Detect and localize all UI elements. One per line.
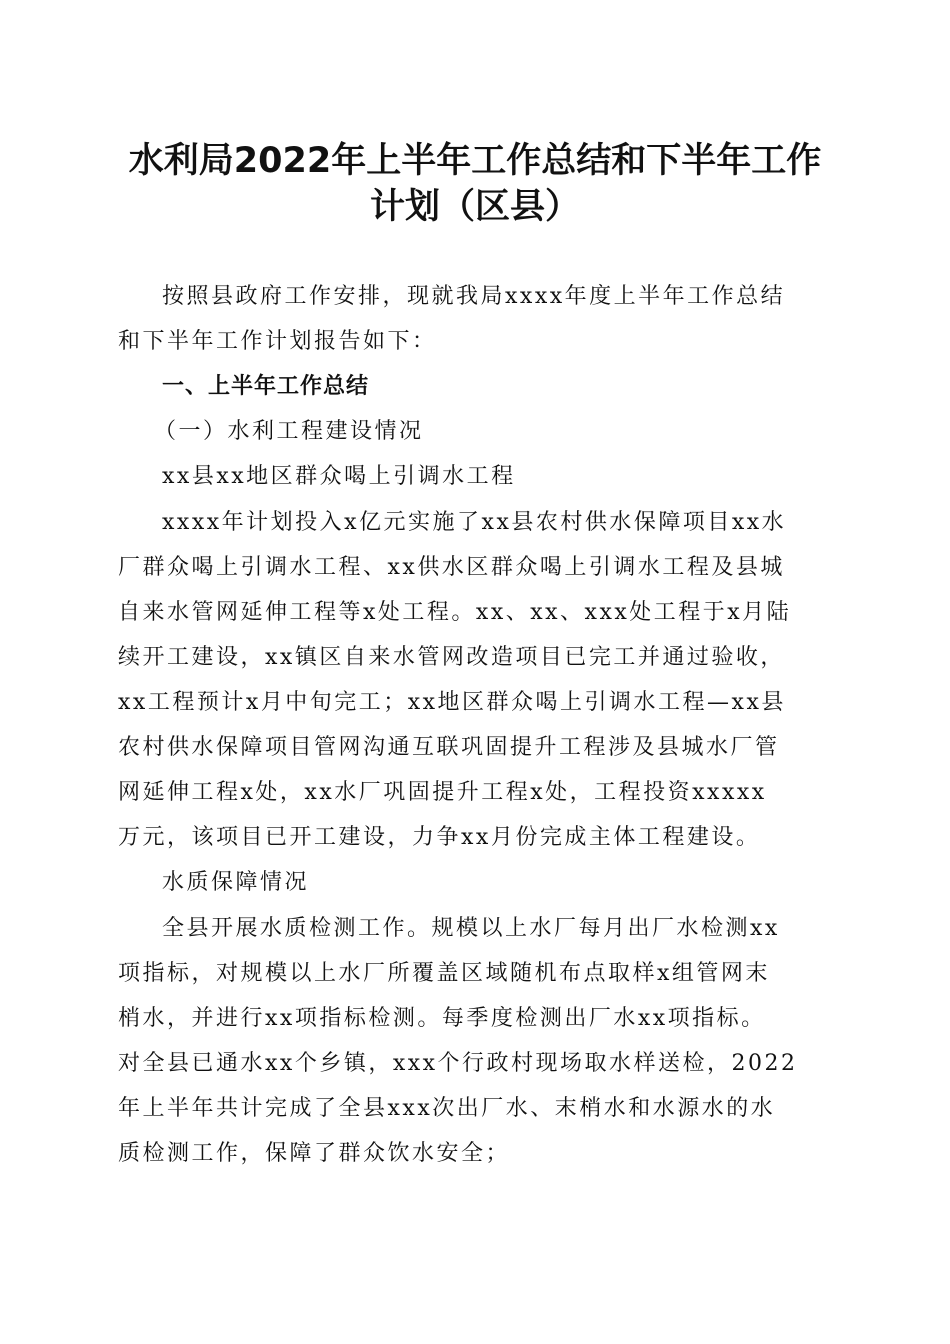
- paragraph-line: xx工程预计x月中旬完工；xx地区群众喝上引调水工程—xx县: [118, 690, 786, 715]
- paragraph-water-quality: [118, 906, 824, 1176]
- paragraph-line: 项指标，对规模以上水厂所覆盖区域随机布点取样x组管网末: [118, 961, 770, 986]
- paragraph-line: 自来水管网延伸工程等x处工程。xx、xx、xxx处工程于x月陆: [118, 600, 792, 625]
- subsection-heading: （一）水利工程建设情况: [154, 419, 424, 444]
- title-line-1: 水利局2022年上半年工作总结和下半年工作: [128, 141, 822, 181]
- paragraph-line: 万元，该项目已开工建设，力争xx月份完成主体工程建设。: [118, 825, 761, 850]
- paragraph-line: 续开工建设，xx镇区自来水管网改造项目已完工并通过验收，: [118, 645, 785, 670]
- paragraph-line: 农村供水保障项目管网沟通互联巩固提升工程涉及县城水厂管: [118, 735, 780, 760]
- document-body: [118, 274, 824, 1176]
- paragraph-line: 全县开展水质检测工作。规模以上水厂每月出厂水检测xx: [162, 916, 780, 941]
- item-heading-water-quality: 水质保障情况: [162, 870, 310, 895]
- paragraph-line: 质检测工作，保障了群众饮水安全；: [118, 1141, 511, 1166]
- paragraph-line: 梢水，并进行xx项指标检测。每季度检测出厂水xx项指标。: [118, 1006, 766, 1031]
- paragraph-line: 年上半年共计完成了全县xxx次出厂水、末梢水和水源水的水: [118, 1096, 776, 1121]
- section-heading: 一、上半年工作总结: [162, 374, 370, 399]
- paragraph-line: 网延伸工程x处，xx水厂巩固提升工程x处，工程投资xxxxx: [118, 780, 767, 805]
- paragraph-water-diversion: [118, 500, 824, 860]
- document-title: [80, 138, 870, 230]
- paragraph-line: xxxx年计划投入x亿元实施了xx县农村供水保障项目xx水: [162, 510, 787, 535]
- title-line-2: 计划（区县）: [369, 187, 580, 227]
- item-heading-water-diversion: xx县xx地区群众喝上引调水工程: [162, 464, 516, 489]
- intro-line-1: 按照县政府工作安排，现就我局xxxx年度上半年工作总结: [162, 284, 786, 309]
- paragraph-line: 厂群众喝上引调水工程、xx供水区群众喝上引调水工程及县城: [118, 555, 785, 580]
- intro-line-2: 和下半年工作计划报告如下：: [118, 329, 437, 354]
- paragraph-line: 对全县已通水xx个乡镇，xxx个行政村现场取水样送检，2022: [118, 1051, 798, 1076]
